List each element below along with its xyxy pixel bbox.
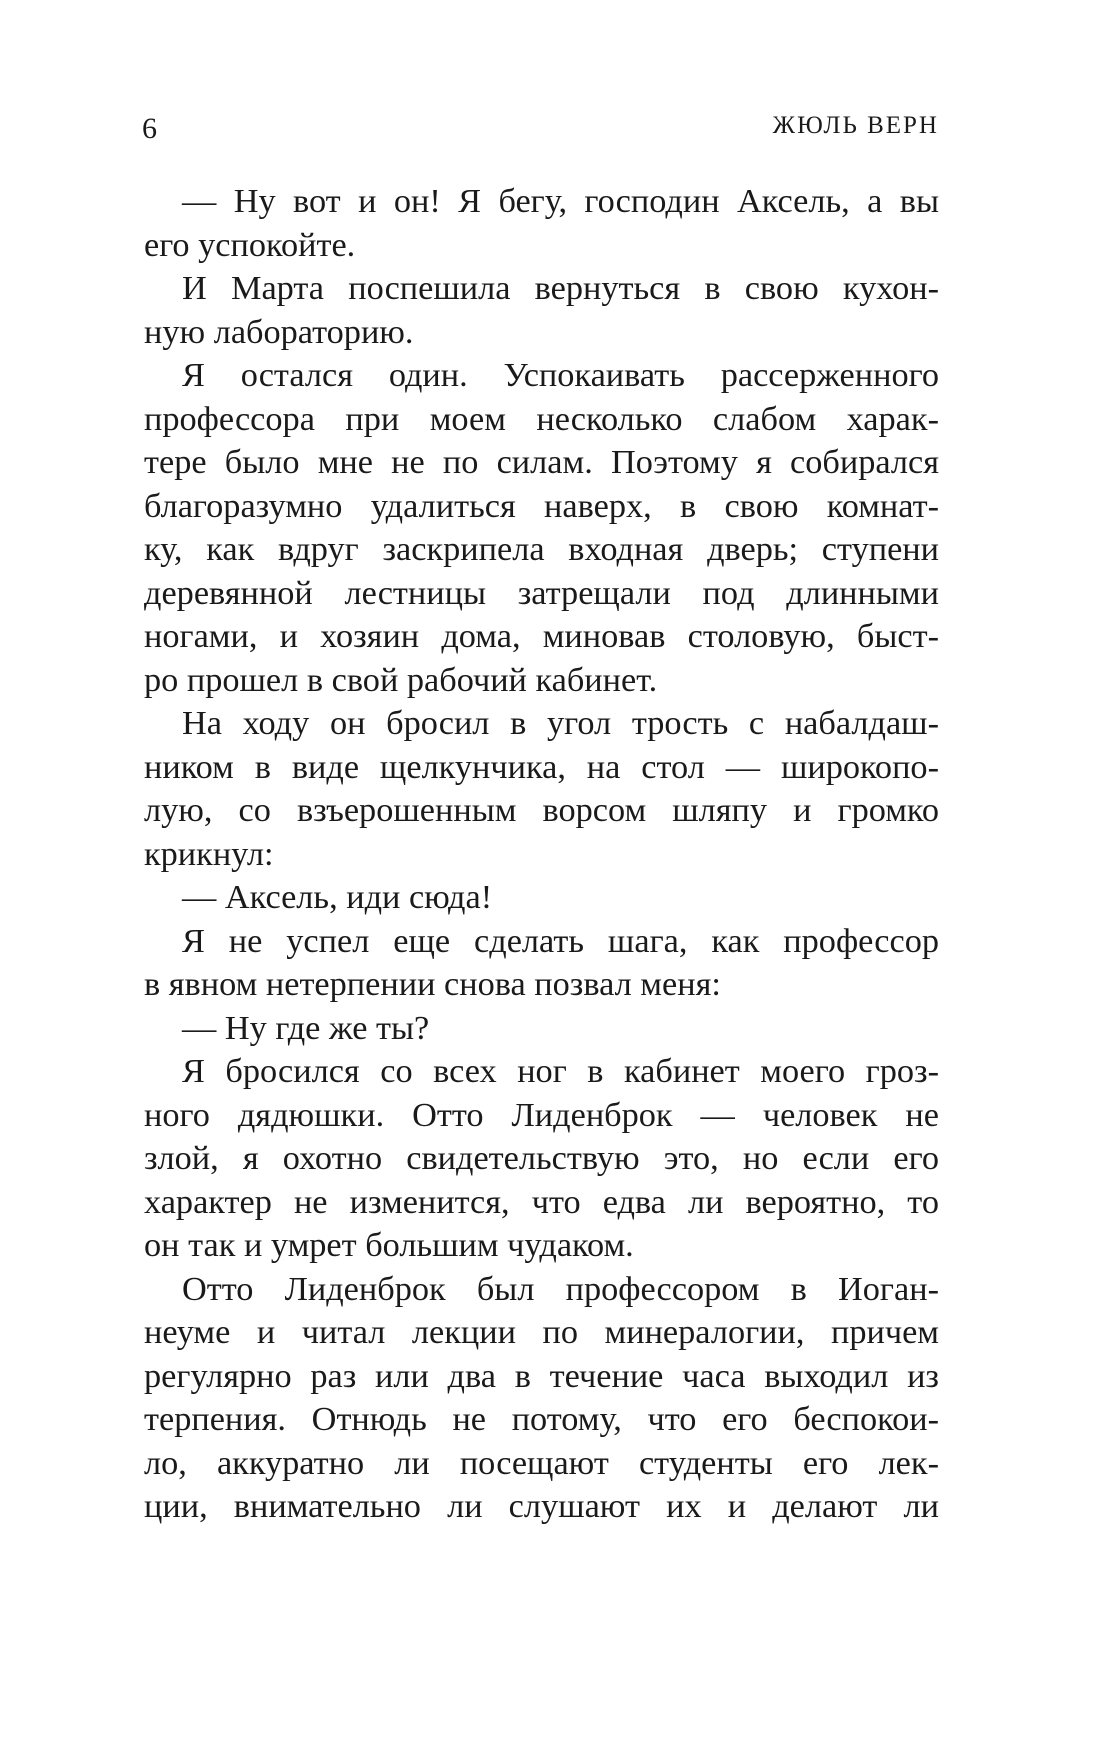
text-line: его успокойте. (144, 225, 356, 264)
text-line: в явном нетерпении снова позвал меня: (144, 965, 721, 1003)
text-line: крикнул: (144, 834, 274, 873)
text-line: ником в виде щелкунчика, на стол — широкопо- (144, 747, 939, 786)
text-line: ро прошел в свой рабочий кабинет. (144, 660, 658, 699)
text-line: деревянной лестницы затрещали под длинными (144, 573, 939, 612)
text-line: тере было мне не по силам. Поэтому я собирался (144, 443, 939, 481)
text-line: ного дядюшки. Отто Лиденброк — человек не (144, 1095, 939, 1134)
text-line: Я не успел еще сделать шага, как профессор (182, 921, 939, 960)
text-line: ную лабораторию. (144, 312, 414, 351)
text-line: терпения. Отнюдь не потому, что его беспокои- (144, 1400, 939, 1438)
text-line: неуме и читал лекции по минералогии, причем (144, 1313, 939, 1351)
text-line: — Ну где же ты? (182, 1008, 430, 1047)
text-line: Я бросился со всех ног в кабинет моего гроз- (182, 1052, 939, 1090)
body-text (144, 180, 939, 1529)
text-line: Я остался один. Успокаивать рассерженного (182, 356, 939, 394)
page-header (142, 112, 939, 152)
text-line: профессора при моем несколько слабом харак- (144, 399, 939, 438)
text-line: ции, внимательно ли слушают их и делают ли (144, 1487, 939, 1525)
text-line: На ходу он бросил в угол трость с набалдаш- (182, 704, 939, 742)
text-line: регулярно раз или два в течение часа выходил из (144, 1356, 939, 1395)
text-line: ногами, и хозяин дома, миновав столовую, быст- (144, 617, 939, 655)
page-number: 6 (142, 112, 157, 145)
text-line: — Ну вот и он! Я бегу, господин Аксель, а вы (182, 182, 939, 220)
text-line: он так и умрет большим чудаком. (144, 1226, 634, 1264)
text-line: благоразумно удалиться наверх, в свою комнат- (144, 486, 939, 525)
text-line: ку, как вдруг заскрипела входная дверь; ступени (144, 530, 939, 568)
text-line: характер не изменится, что едва ли вероятно, то (144, 1182, 939, 1221)
text-line: ло, аккуратно ли посещают студенты его лек- (144, 1443, 939, 1482)
text-line: лую, со взъерошенным ворсом шляпу и громко (144, 791, 939, 829)
text-line: И Марта поспешила вернуться в свою кухон- (182, 269, 939, 307)
text-line: Отто Лиденброк был профессором в Иоган- (182, 1269, 939, 1308)
text-line: — Аксель, иди сюда! (182, 878, 493, 916)
running-title: ЖЮЛЬ ВЕРН (772, 112, 939, 139)
text-line: злой, я охотно свидетельствую это, но если его (144, 1139, 939, 1177)
